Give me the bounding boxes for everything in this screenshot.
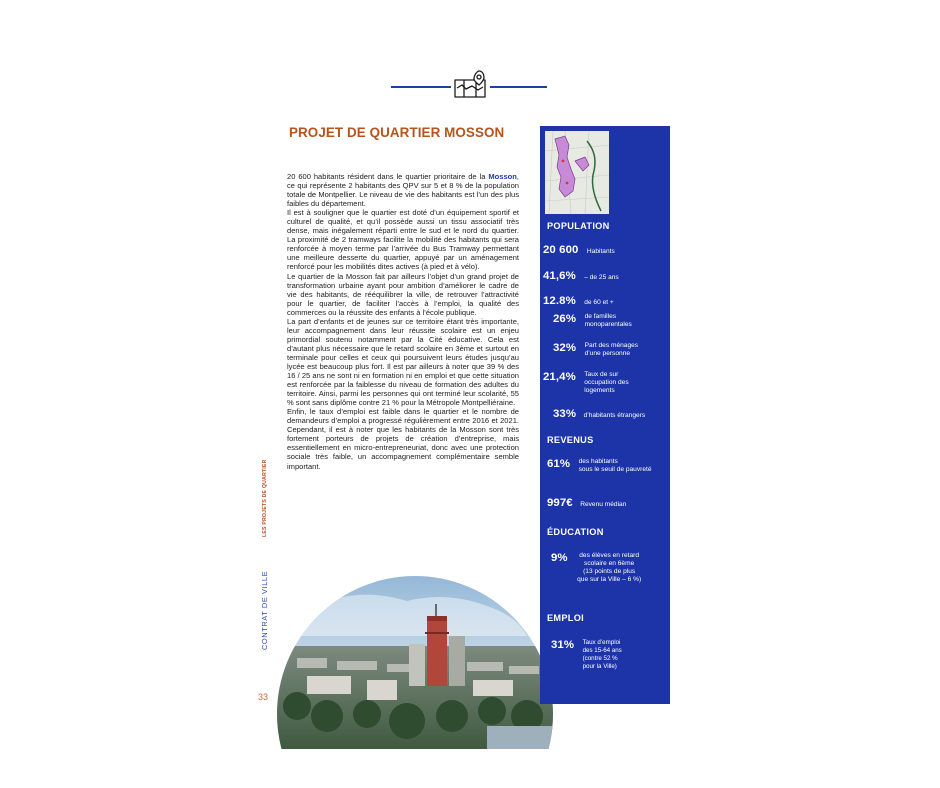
stat-value: 61% — [547, 458, 571, 470]
paragraph-1 — [287, 172, 519, 208]
header-rule-left — [391, 86, 451, 88]
paragraph-1-start: 20 600 habitants résident dans le quartier prioritaire de la — [287, 172, 489, 181]
document-side-label: CONTRAT DE VILLE — [260, 570, 269, 650]
stat-overcrowding — [543, 371, 629, 397]
stat-value: 26% — [553, 313, 577, 325]
stat-value: 20 600 — [543, 244, 579, 256]
stat-single-parent — [553, 313, 632, 331]
stat-label: – de 25 ans — [584, 274, 619, 281]
stat-label-line: pour la Ville) — [582, 663, 617, 670]
emploi-heading: EMPLOI — [547, 613, 585, 623]
stat-label: Habitants — [586, 248, 615, 255]
page-number: 33 — [258, 692, 269, 702]
stat-label-line: d’une personne — [584, 350, 631, 357]
stat-value: 32% — [553, 342, 577, 354]
stat-over-60 — [543, 291, 614, 309]
paragraph-4: La part d’enfants et de jeunes sur ce territoire étant très importante, leur accompagnement dans leur réussite scolaire est un enjeu primordial soutenu notamment par la Cité éducative. Cela est d’autant plus nécessaire que le retard scolaire en 3ème et surtout en terminale pour celles et ceux qui poursuivent leurs études jusqu’au lycée est beaucoup plus fort. Il est par ailleurs à noter que 39 % des 16 / 25 ans ne sont ni en formation ni en emploi et que cette situation est renforcée par la faiblesse du niveau de formation des adultes du territoire. Ainsi, parmi les personnes qui ont terminé leur scolarité, 55 % sont sans diplôme contre 21 % pour la Métropole Montpelliéraine. — [287, 316, 519, 408]
stat-label-line: des habitants — [578, 458, 618, 465]
stat-value: 12.8% — [543, 295, 576, 307]
stat-label — [585, 342, 639, 358]
stat-label-line: Part des ménages — [584, 342, 639, 349]
stat-label — [577, 552, 641, 584]
aerial-photo — [277, 566, 553, 749]
stat-label-line: des 15-64 ans — [582, 647, 622, 654]
stat-employment-rate — [551, 639, 622, 673]
stat-under-25 — [543, 266, 619, 284]
stat-value: 33% — [553, 408, 577, 420]
district-map-icon — [545, 131, 609, 214]
stat-label-line: logements — [584, 387, 615, 394]
stat-value: 9% — [551, 552, 568, 564]
paragraph-2: Il est à souligner que le quartier est doté d’un équipement sportif et culturel de qualité, et qu’il possède aussi un tissu associatif très dense, mais inégalement réparti entre le sud et le nord du quartier. La proximité de 2 tramways facilite la mobilité des habitants qui sera renforcée à moyen terme par l’arrivée du Bus Tramway permettant une meilleure desserte du quartier, appuyé par un aménagement renforcé pour les mobilités dites actives (à pied et à vélo). — [287, 208, 519, 272]
stat-label — [585, 313, 632, 329]
population-heading: POPULATION — [547, 221, 610, 231]
stat-label-line: que sur la Ville – 6 %) — [577, 576, 642, 583]
stat-label-line: sous le seuil de pauvreté — [578, 466, 652, 473]
stat-label — [584, 371, 628, 395]
stat-label: d’habitants étrangers — [583, 412, 646, 419]
education-heading: ÉDUCATION — [547, 527, 604, 537]
stat-label: Revenu médian — [580, 501, 627, 508]
stat-value: 21,4% — [543, 371, 576, 383]
stat-label-line: monoparentales — [584, 321, 632, 328]
stat-single-person — [553, 342, 638, 360]
stat-label-line: de familles — [584, 313, 617, 320]
revenus-heading: REVENUS — [547, 435, 594, 445]
stat-label-line: Taux d’emploi — [582, 639, 621, 646]
stat-value: 41,6% — [543, 270, 576, 282]
stat-poverty — [547, 458, 652, 476]
stat-label — [579, 458, 652, 474]
paragraph-5: Enfin, le taux d’emploi est faible dans le quartier et le nombre de demandeurs d’emploi a progressé régulièrement entre 2016 et 2021. Cependant, il est à noter que les habitants de la Mosson sont très fortement porteurs de projets de création d’entreprise, mais essentiellement en micro-entrepreneuriat, donc avec une protection sociale très faible, un accompagnement complémentaire semble important. — [287, 407, 519, 471]
stat-value: 31% — [551, 639, 575, 651]
page-title: PROJET DE QUARTIER MOSSON — [289, 125, 505, 140]
stat-value: 997€ — [547, 497, 573, 509]
stat-foreigners — [553, 404, 645, 422]
stat-label-line: (13 points de plus — [583, 568, 636, 575]
stat-label-line: occupation des — [584, 379, 629, 386]
body-text — [287, 172, 519, 471]
stat-label-line: Taux de sur — [584, 371, 619, 378]
stat-school-delay — [551, 552, 641, 586]
stat-label-line: scolaire en 6ème — [584, 560, 635, 567]
paragraph-3: Le quartier de la Mosson fait par ailleurs l’objet d’un grand projet de transformation urbaine ayant pour ambition d’améliorer le cadre de vie des habitants, de rééquilibrer la ville, de retrouver l’attractivité pour le quartier, de faciliter l’accès à l’emploi, la qualité des commerces ou la réussite des enfants à l’école publique. — [287, 271, 519, 317]
stat-median-income — [547, 493, 626, 511]
mosson-highlight: Mosson — [488, 172, 517, 181]
stat-label-line: (contre 52 % — [582, 655, 618, 662]
section-side-label: LES PROJETS DE QUARTIER — [262, 459, 268, 537]
header-rule-right — [490, 86, 547, 88]
stat-label-line: des élèves en retard — [579, 552, 640, 559]
stat-label: de 60 et + — [584, 299, 614, 306]
paragraph-1-end: , ce qui représente 2 habitants des QPV sur 5 et 8 % de la population totale de Montpellier. Le niveau de vie des habitants est l’un des plus faibles du département. — [287, 172, 519, 209]
stat-population-total — [543, 240, 615, 258]
stat-label — [583, 639, 622, 671]
map-pin-icon — [452, 68, 488, 100]
